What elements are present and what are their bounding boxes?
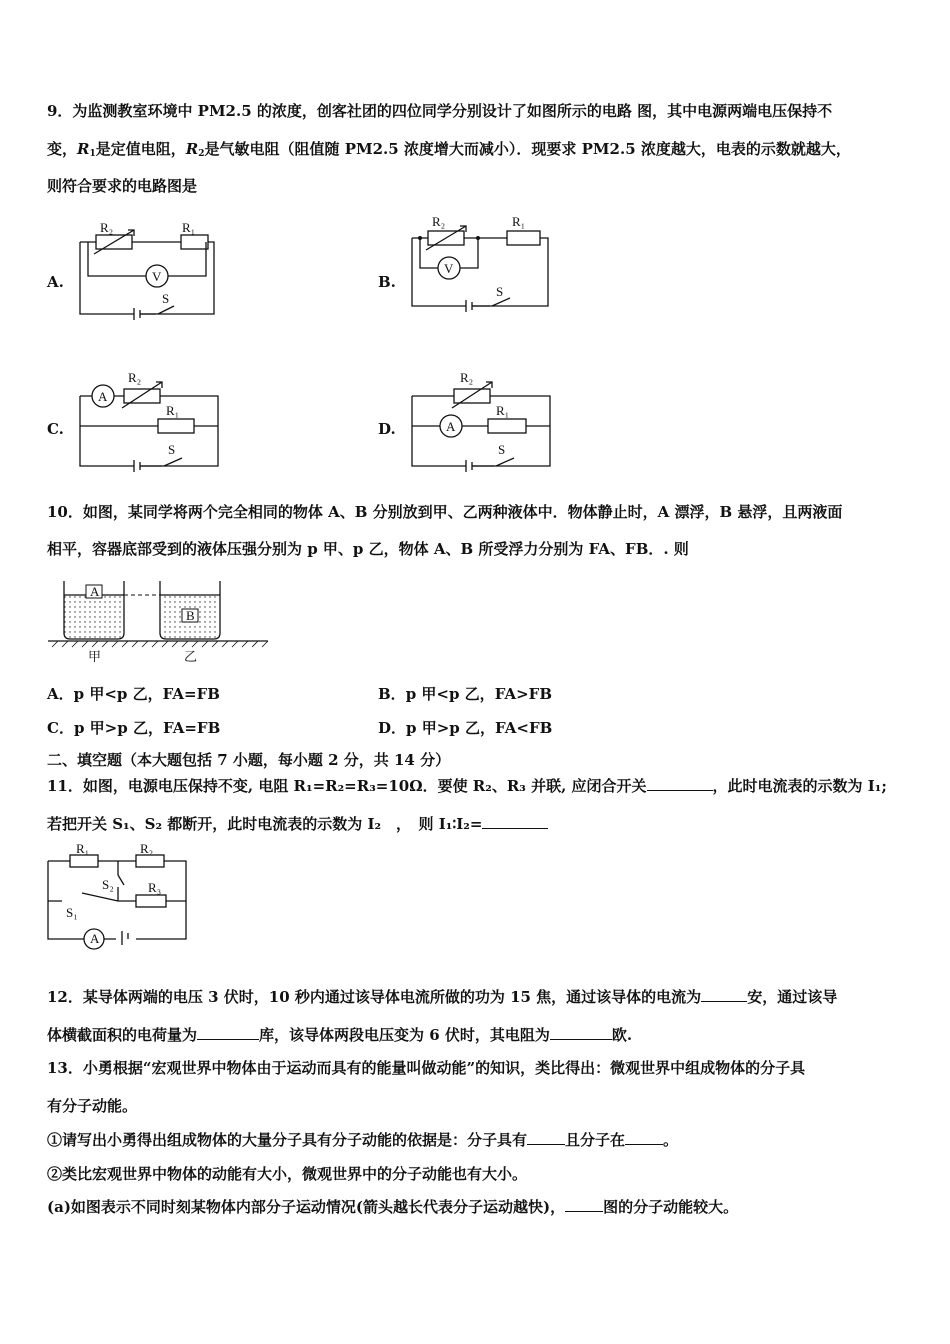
q10-option-c[interactable] xyxy=(47,717,220,738)
text: ，此时电流表的示数为 I₁; xyxy=(712,777,887,795)
q12-line1 xyxy=(47,987,837,1007)
r1-label: R₁ xyxy=(166,403,180,418)
answer-blank[interactable] xyxy=(625,1130,663,1145)
answer-blank[interactable] xyxy=(647,776,713,791)
switch-label: S xyxy=(496,284,504,299)
text: 安，通过该导 xyxy=(747,988,838,1006)
q13-line1: 13．小勇根据“宏观世界中物体由于运动而具有的能量叫做动能”的知识，类比得出：微观世界中组成物体的分子具 xyxy=(47,1059,806,1077)
voltmeter-label: V xyxy=(152,269,162,284)
circuit-a-diagram xyxy=(78,218,218,320)
label: C． xyxy=(47,719,74,737)
text: 欧. xyxy=(611,1026,633,1044)
block-a-label: A xyxy=(90,584,100,599)
q10-line2: 相平，容器底部受到的液体压强分别为 p 甲、p 乙，物体 A、B 所受浮力分别为 FA、FB．. 则 xyxy=(47,540,689,558)
switch-label: S xyxy=(168,442,176,457)
r1-label: R₁ xyxy=(512,214,526,229)
answer-blank[interactable] xyxy=(550,1025,612,1040)
r1-label: R₁ xyxy=(76,841,90,856)
force: FA>FB xyxy=(494,685,552,703)
sub: 2 xyxy=(198,149,205,159)
q10-option-d[interactable] xyxy=(378,717,552,738)
q9-line2 xyxy=(47,139,851,164)
circuit-c-diagram xyxy=(78,368,223,472)
r2-label: R₂ xyxy=(140,841,154,856)
text: 变， xyxy=(47,140,78,158)
s2-label: S₂ xyxy=(102,877,114,892)
answer-blank[interactable] xyxy=(701,987,747,1002)
force: FA=FB xyxy=(162,719,221,737)
voltmeter-label: V xyxy=(444,261,454,276)
r2-label: R₂ xyxy=(128,370,142,385)
text: 若把开关 S₁、S₂ 都断开，此时电流表的示数为 I₂ ， 则 I₁∶I₂= xyxy=(47,815,483,833)
ammeter-label: A xyxy=(98,389,108,404)
circuit-d-diagram xyxy=(410,368,555,472)
switch-label: S xyxy=(162,291,170,306)
q11-line1 xyxy=(47,776,887,796)
q9-option-b-label[interactable]: B. xyxy=(378,273,396,291)
r3-label: R₃ xyxy=(148,880,162,895)
text: 11．如图，电源电压保持不变, 电阻 R₁=R₂=R₃=10Ω．要使 R₂、R₃ 并联, 应闭合开关 xyxy=(47,777,647,795)
q13-line4: ②类比宏观世界中物体的动能有大小，微观世界中的分子动能也有大小。 xyxy=(47,1165,528,1183)
circuit-b-diagram xyxy=(410,212,555,312)
q12-line2 xyxy=(47,1025,632,1045)
label: D． xyxy=(378,719,407,737)
block-b-label: B xyxy=(186,608,195,623)
pressure: p 甲>p 乙， xyxy=(73,719,163,737)
q9-option-a-label[interactable]: A. xyxy=(47,273,64,291)
ammeter-label: A xyxy=(446,419,456,434)
text: 图的分子动能较大。 xyxy=(603,1198,739,1216)
label: B． xyxy=(378,685,406,703)
q9-line1: 9．为监测教室环境中 PM2.5 的浓度，创客社团的四位同学分别设计了如图所示的电路 图，其中电源两端电压保持不 xyxy=(47,102,833,120)
text: 。 xyxy=(663,1131,679,1149)
section-heading: 二、填空题（本大题包括 7 小题，每小题 2 分，共 14 分） xyxy=(47,751,451,769)
answer-blank[interactable] xyxy=(565,1197,603,1212)
text: (a)如图表示不同时刻某物体内部分子运动情况(箭头越长代表分子运动越快)， xyxy=(47,1198,566,1216)
answer-blank[interactable] xyxy=(527,1130,565,1145)
pressure: p 甲<p 乙， xyxy=(73,685,163,703)
q9-option-d-label[interactable]: D. xyxy=(378,420,396,438)
sub: 1 xyxy=(89,149,96,159)
q10-line1: 10．如图，某同学将两个完全相同的物体 A、B 分别放到甲、乙两种液体中．物体静止时，A 漂浮，B 悬浮，且两液面 xyxy=(47,503,843,521)
s1-label: S₁ xyxy=(66,905,78,920)
q10-option-b[interactable] xyxy=(378,683,552,704)
r2-label: R₂ xyxy=(460,370,474,385)
pressure: p 甲<p 乙， xyxy=(405,685,495,703)
text: 体横截面积的电荷量为 xyxy=(47,1026,198,1044)
text: ①请写出小勇得出组成物体的大量分子具有分子动能的依据是：分子具有 xyxy=(47,1131,528,1149)
r2-label: R₂ xyxy=(432,214,446,229)
answer-blank[interactable] xyxy=(197,1025,259,1040)
text: 库，该导体两段电压变为 6 伏时，其电阻为 xyxy=(259,1026,550,1044)
answer-blank[interactable] xyxy=(482,814,548,829)
pressure: p 甲>p 乙， xyxy=(406,719,496,737)
force: FA=FB xyxy=(162,685,220,703)
q9-line3: 则符合要求的电路图是 xyxy=(47,177,198,195)
r1-label: R₁ xyxy=(496,403,510,418)
text: 12．某导体两端的电压 3 伏时，10 秒内通过该导体电流所做的功为 15 焦，通过该导体的电流为 xyxy=(47,988,702,1006)
q11-line2 xyxy=(47,814,548,834)
ammeter-label: A xyxy=(90,931,100,946)
right-container-label: 乙 xyxy=(184,649,198,664)
text: 且分子在 xyxy=(565,1131,626,1149)
r2-label: R₂ xyxy=(100,220,114,235)
label: A． xyxy=(47,685,74,703)
q11-circuit-diagram xyxy=(46,841,191,947)
q9-option-c-label[interactable]: C. xyxy=(47,420,64,438)
q13-line2: 有分子动能。 xyxy=(47,1097,138,1115)
r1-symbol: R xyxy=(77,140,90,158)
r1-label: R₁ xyxy=(182,220,196,235)
q13-line3 xyxy=(47,1130,678,1150)
force: FA<FB xyxy=(495,719,553,737)
r2-symbol: R xyxy=(185,140,199,158)
left-container-label: 甲 xyxy=(88,649,102,664)
switch-label: S xyxy=(498,442,506,457)
text: 是气敏电阻（阻值随 PM2.5 浓度增大而减小）．现要求 PM2.5 浓度越大，电表的示数就越大， xyxy=(204,140,851,158)
text: 是定值电阻， xyxy=(95,140,186,158)
buoyancy-figure xyxy=(48,575,273,665)
q10-option-a[interactable] xyxy=(47,683,220,704)
q13-line5 xyxy=(47,1197,738,1217)
